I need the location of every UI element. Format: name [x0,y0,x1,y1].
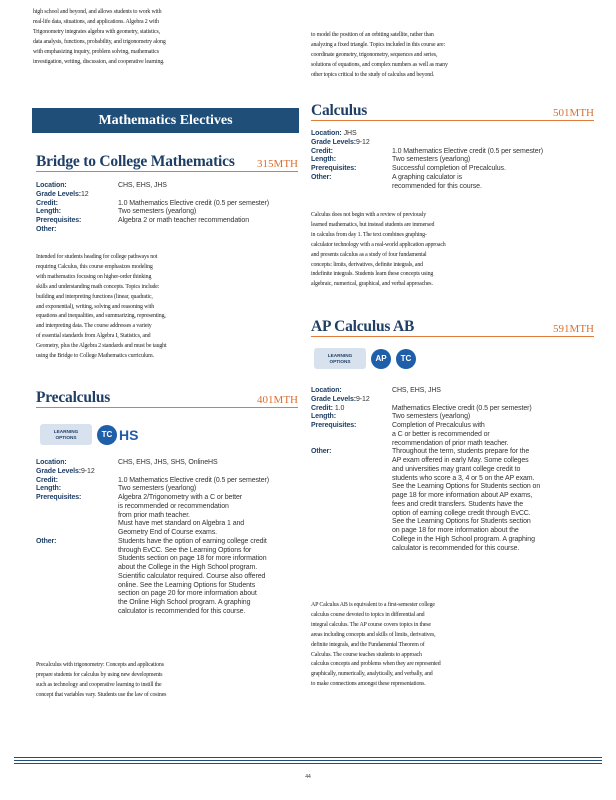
other-line: fees and credit transfers. Students have the [392,500,524,508]
text-line: other topics critical to the study of calculus and beyond. [311,71,435,78]
other-line: option of earning college credit through EvCC. [392,509,531,517]
prereq-line: Geometry End of Course exams. [118,529,218,536]
online-hs-icon: HS [119,426,139,443]
footer-rule [14,760,602,761]
prereq-label: Prerequisites: [36,494,82,501]
text-line: skills and understanding math concepts. Topics include: [36,283,160,290]
text-line: and exponential), writing, solving and reasoning with [36,303,155,310]
text-line: requiring Calculus, this course emphasizes modeling [36,263,153,270]
text-line: coordinate geometry, trigonometry, sequences and series, [311,51,438,58]
text-line: concept that variables vary. Students use the law of cosines [36,691,167,698]
text-line: AP Calculus AB is equivalent to a first-semester college [311,602,435,608]
text-line: real-life data, situations, and applications. Algebra 2 with [33,18,159,25]
length-label: Length: [311,156,336,164]
length-value: Two semesters (yearlong) [118,208,197,216]
other-line: See the Learning Options for Students section on [392,483,541,491]
grade-value: 12 [81,190,89,198]
label-line: OPTIONS [329,358,351,364]
course-details-calculus [311,130,594,191]
grade-label: Grade Levels: [36,190,81,198]
prereq-line: Algebra 2/Trigonometry with a C or better [118,494,243,501]
other-line: A graphing calculator is [392,173,462,181]
course-code: 401MTH [257,394,298,406]
learning-options-label [40,424,92,445]
other-line: College in the High School program. A graphing [392,535,535,543]
text-line: Calculus. The course teaches students to approach [311,651,422,658]
location-value: CHS, EHS, JHS [118,182,167,189]
text-line: building and interpreting functions (linear, quadratic, [36,293,153,300]
text-line: Intended for students heading for college pathways not [36,254,158,260]
course-description-calculus [311,211,594,290]
length-value: Two semesters (yearlong) [392,156,471,164]
prereq-label: Prerequisites: [36,217,82,224]
label-line: LEARNING [327,352,353,358]
text-line: investigation, writing, discussion, and cooperative learning. [33,58,165,65]
credit-amount: 1.0 [334,404,345,412]
location-value: CHS, EHS, JHS, SHS, OnlineHS [118,459,218,466]
text-line: graphically, numerically, analytically, and verbally, and [311,671,433,678]
other-label: Other: [36,537,57,545]
credit-label: Credit: [311,404,333,412]
other-line: students who score a 3, 4 or 5 on the AP exam. [392,474,535,482]
grade-value: 9-12 [356,395,370,403]
other-line: Scientific calculator required. Course also offered [118,572,266,580]
location-label: Location: [311,130,342,137]
prereq-line: a C or better is recommended or [392,430,490,438]
other-line: page 18 for more information about AP exams, [392,492,533,499]
length-value: Two semesters (yearlong) [392,413,471,421]
course-header-calculus [311,100,594,121]
text-line: solutions of equations, and complex numbers as well as many [311,61,448,68]
text-line: with emphasizing inquiry, problem solving, mathematics [33,48,159,55]
length-label: Length: [36,485,61,493]
course-title: Calculus [311,102,368,119]
credit-label: Credit: [311,147,333,155]
location-value: JHS [343,130,357,137]
text-line: indefinite integrals. Students learn these concepts using [311,271,434,278]
other-line: section on page 20 for more information about [118,590,257,598]
other-line: about the College in the High School program. [118,564,258,571]
text-line: algebraic, numerical, graphical, and verbal approaches. [311,281,433,288]
text-line: calculus course devoted to topics in differential and [311,611,425,618]
prereq-line: Completion of Precalculus with [392,422,485,429]
other-line: Throughout the term, students prepare for the [392,448,530,456]
top-right-paragraph [311,31,594,81]
credit-label: Credit: [36,199,58,207]
course-details-bridge [36,182,298,235]
text-line: Geometry, plus the Algebra 2 standards and must be taught [36,343,167,350]
text-line: with mathematics focusing on higher-order thinking [36,273,152,280]
location-label: Location: [36,459,67,466]
credit-value: 1.0 Mathematics Elective credit (0.5 per semester) [118,199,270,207]
length-label: Length: [311,413,336,421]
prereq-value: Successful completion of Precalculus. [392,165,506,172]
text-line: prepare students for calculus by using new developments [36,671,163,678]
other-line: recommended for this course. [392,182,482,190]
prereq-value: Algebra 2 or math teacher recommendation [118,217,250,224]
other-line: AP exam offered in early May. Some colleges [392,457,529,464]
credit-value: 1.0 Mathematics Elective credit (0.5 per semester) [118,476,270,484]
other-line: through EvCC. See the Learning Options for [118,546,252,554]
other-line: and universities may grant college credit to [392,465,521,473]
course-description-apcalc [311,601,594,690]
grade-label: Grade Levels: [36,467,81,475]
text-line: to make connections amongst these representations. [311,681,426,688]
text-line: integral calculus. The AP course covers topics in these [311,621,431,628]
text-line: in calculus from day 1. The text combines graphing- [311,231,427,238]
grade-value: 9-12 [356,138,370,146]
prereq-line: recommendation of prior math teacher. [392,439,509,447]
text-line: learned mathematics, but instead students are immersed [311,221,435,228]
text-line: definite integrals, and the Fundamental Theorem of [311,641,425,648]
text-line: calculus concepts and problems when they are represented [311,661,441,668]
course-header-apcalc [311,316,594,337]
page-number: 44 [305,774,311,780]
course-header-precalc [36,387,298,408]
course-title: AP Calculus AB [311,318,415,335]
text-line: Trigonometry integrates algebra with geometry, statistics, [33,28,160,35]
text-line: Calculus does not begin with a review of previously [311,212,427,218]
grade-label: Grade Levels: [311,395,356,403]
text-line: data analysis, functions, probability, and trigonometry along [33,38,166,45]
text-line: such as technology and cooperative learning to instill the [36,681,162,688]
credit-label: Credit: [36,476,58,484]
label-line: OPTIONS [55,434,77,440]
location-value: CHS, EHS, JHS [392,387,441,394]
ap-icon: AP [371,349,391,369]
learning-options-label [314,348,366,369]
prereq-line: Must have met standard on Algebra 1 and [118,520,245,528]
course-title: Precalculus [36,389,111,406]
label-line: LEARNING [53,428,79,434]
credit-value: Mathematics Elective credit (0.5 per semester) [391,404,532,412]
course-description-precalc [36,661,298,701]
other-line: on page 18 for more information about the [392,527,519,534]
other-line: calculator is recommended for this course. [392,544,520,552]
text-line: Precalculus with trigonometry: Concepts and applications [36,662,164,668]
text-line: using the Bridge to College Mathematics curriculum. [36,353,154,360]
prereq-label: Prerequisites: [311,422,357,429]
text-line: calculator technology with a real-world application approach [311,241,446,248]
text-line: concepts: limits, derivatives, definite integrals, and [311,261,423,268]
college-credit-icon: TC [97,425,117,445]
location-label: Location: [311,387,342,394]
other-line: online. See the Learning Options for Students [118,581,256,589]
course-details-apcalc [311,387,594,553]
grade-label: Grade Levels: [311,138,356,146]
other-line: See the Learning Options for Students section [392,518,531,526]
learning-options-precalc [40,424,138,445]
other-line: Students section on page 18 for more information [118,555,267,563]
learning-options-apcalc [314,348,416,369]
text-line: and interpreting data. The course addresses a variety [36,323,152,330]
college-credit-icon: TC [396,349,416,369]
other-label: Other: [311,448,332,456]
prereq-line: from prior math teacher. [118,511,190,519]
prereq-line: is recommended or recommendation [118,502,229,510]
course-title: Bridge to College Mathematics [36,153,235,170]
other-label: Other: [311,173,332,181]
course-code: 315MTH [257,158,298,170]
section-banner: Mathematics Electives [32,108,299,133]
text-line: analyzing a fixed triangle. Topics included in this course are: [311,41,445,48]
other-line: the Online High School program. A graphing [118,599,251,606]
other-line: calculator is recommended for this course. [118,607,246,615]
footer-rule [14,757,602,758]
course-header-bridge [36,151,298,172]
footer-rule [14,763,602,764]
text-line: of essential standards from Algebra I, Statistics, and [36,333,151,340]
text-line: high school and beyond, and allows students to work with [33,9,162,15]
location-label: Location: [36,182,67,189]
course-details-precalc [36,459,298,617]
grade-value: 9-12 [81,467,95,475]
credit-value: 1.0 Mathematics Elective credit (0.5 per semester) [392,147,544,155]
text-line: and presents calculus as a study of four fundamental [311,251,427,258]
course-code: 501MTH [553,107,594,119]
text-line: equations and inequalities, and summarizing, representing, [36,313,166,320]
other-line: Students have the option of earning college credit [118,537,267,545]
course-description-bridge [36,253,298,362]
text-line: to model the position of an orbiting satellite, rather than [311,32,434,38]
top-left-paragraph [33,8,303,67]
length-value: Two semesters (yearlong) [118,485,197,493]
text-line: areas including concepts and skills of limits, derivatives, [311,631,436,638]
course-code: 591MTH [553,323,594,335]
other-label: Other: [36,225,57,233]
prereq-label: Prerequisites: [311,165,357,172]
length-label: Length: [36,208,61,216]
